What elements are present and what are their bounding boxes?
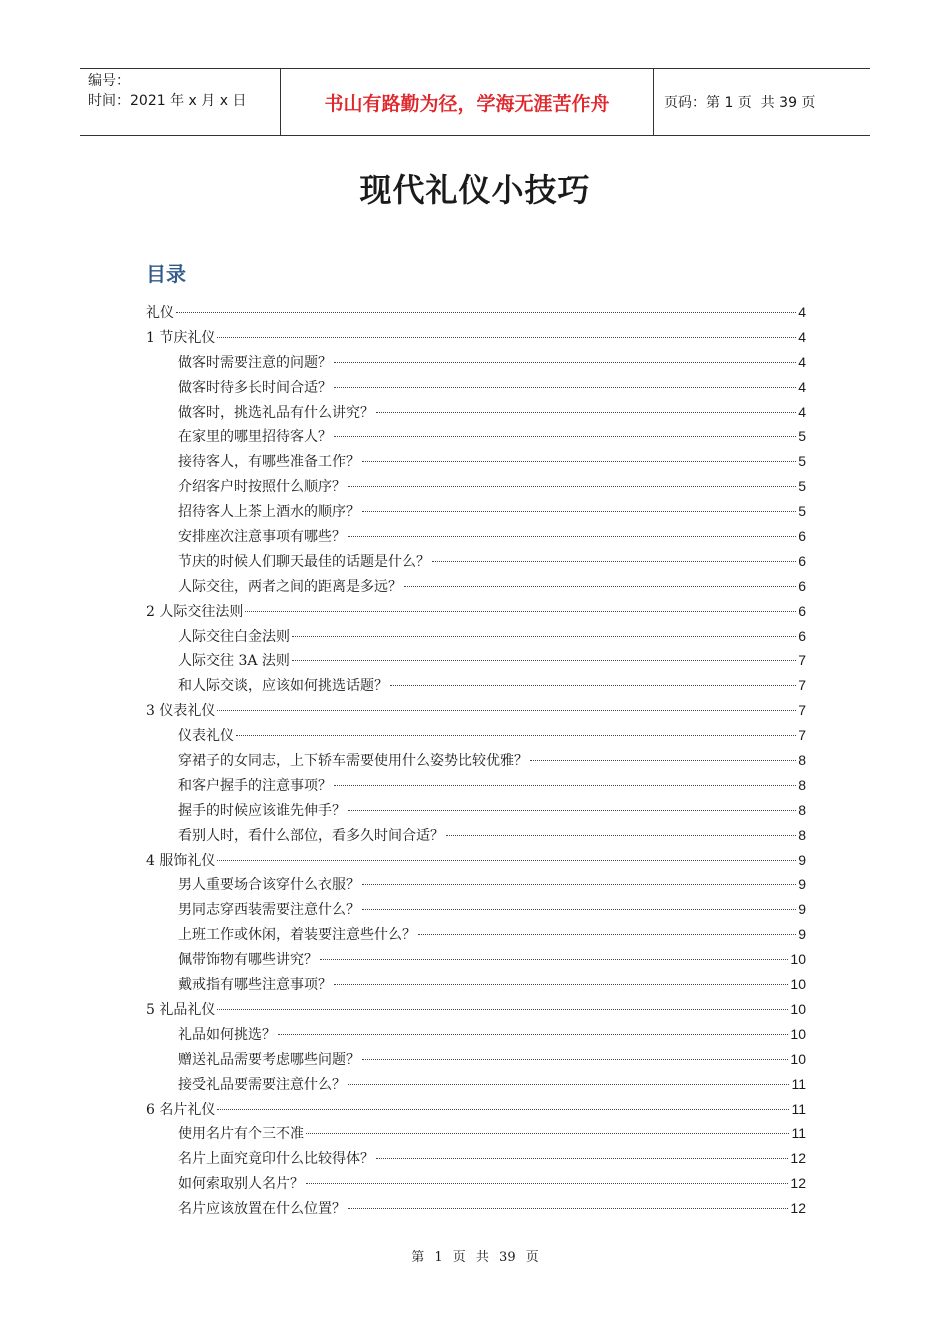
toc-dot-leader [362,909,796,910]
toc-dot-leader [362,1059,788,1060]
toc-entry-text: 名片上面究竟印什么比较得体？ [178,1151,374,1168]
toc-dot-leader [334,362,796,363]
toc-entry-text: 介绍客户时按照什么顺序？ [178,479,346,496]
toc-dot-leader [446,835,796,836]
toc-page-number: 12 [790,1200,806,1217]
toc-entry-text: 接待客人，有哪些准备工作？ [178,454,360,471]
toc-subsection-entry[interactable] [146,1022,806,1047]
toc-page-number: 12 [790,1175,806,1192]
toc-entry-text: 人际交往 3A 法则 [178,653,290,670]
toc-subsection-entry[interactable] [146,624,806,649]
toc-dot-leader [334,984,788,985]
serial-label: 编号： [88,73,130,89]
toc-dot-leader [418,934,796,935]
toc-page-number: 7 [798,677,806,694]
toc-entry-text: 3 仪表礼仪 [146,703,216,720]
toc-entry-text: 安排座次注意事项有哪些？ [178,529,346,546]
toc-page-number: 6 [798,528,806,545]
toc-dot-leader [292,660,796,661]
toc-entry-text: 4 服饰礼仪 [146,852,216,869]
document-title: 现代礼仪小技巧 [359,171,591,209]
toc-dot-leader [306,1133,789,1134]
toc-section-entry[interactable] [146,1097,806,1122]
toc-entry-text: 和人际交谈，应该如何挑选话题？ [178,678,388,695]
toc-dot-leader [348,1208,788,1209]
toc-entry-text: 6 名片礼仪 [146,1101,216,1118]
toc-page-number: 8 [798,801,806,818]
page-info-text: 页码：第 1 页 共 39 页 [664,95,816,111]
toc-subsection-entry[interactable] [146,972,806,997]
toc-entry-text: 穿裙子的女同志，上下轿车需要使用什么姿势比较优雅？ [178,753,528,770]
toc-entry-text: 人际交往白金法则 [178,628,290,645]
toc-dot-leader [217,1009,788,1010]
toc-subsection-entry[interactable] [146,1171,806,1196]
toc-subsection-entry[interactable] [146,1146,806,1171]
toc-subsection-entry[interactable] [146,823,806,848]
toc-dot-leader [348,1084,789,1085]
header-meta [80,69,281,135]
toc-subsection-entry[interactable] [146,574,806,599]
toc-dot-leader [217,1109,789,1110]
toc-entry-text: 握手的时候应该谁先伸手？ [178,802,346,819]
toc-entry-text: 节庆的时候人们聊天最佳的话题是什么？ [178,553,430,570]
toc-dot-leader [362,884,796,885]
toc-subsection-entry[interactable] [146,773,806,798]
toc-entry-text: 看别人时，看什么部位，看多久时间合适？ [178,827,444,844]
toc-subsection-entry[interactable] [146,922,806,947]
toc-entry-text: 戴戒指有哪些注意事项？ [178,977,332,994]
toc-dot-leader [217,860,796,861]
toc-section-entry[interactable] [146,325,806,350]
toc-page-number: 4 [798,353,806,370]
toc-page-number: 8 [798,826,806,843]
toc-page-number: 10 [790,1000,806,1017]
toc-entry-text: 人际交往，两者之间的距离是多远？ [178,578,402,595]
toc-page-number: 6 [798,552,806,569]
toc-page-number: 10 [790,1025,806,1042]
toc-entry-text: 在家里的哪里招待客人？ [178,429,332,446]
toc-dot-leader [236,735,796,736]
toc-entry-text: 礼仪 [146,305,174,321]
toc-dot-leader [348,536,796,537]
toc-entry-text: 1 节庆礼仪 [146,329,216,346]
toc-subsection-entry[interactable] [146,897,806,922]
toc-entry-text: 佩带饰物有哪些讲究？ [178,952,318,969]
toc-page-number: 6 [798,602,806,619]
toc-entry-text: 做客时需要注意的问题？ [178,354,332,371]
toc-dot-leader [278,1034,788,1035]
toc-subsection-entry[interactable] [146,350,806,375]
toc-entry-text: 男人重要场合该穿什么衣服？ [178,877,360,894]
toc-page-number: 6 [798,577,806,594]
toc-page-number: 11 [791,1100,806,1117]
toc-dot-leader [217,710,796,711]
toc-subsection-entry[interactable] [146,499,806,524]
toc-page-number: 7 [798,727,806,744]
toc-dot-leader [334,785,796,786]
toc-dot-leader [306,1183,788,1184]
toc-subsection-entry[interactable] [146,798,806,823]
table-of-contents [146,300,806,1221]
toc-section-entry[interactable] [146,300,806,325]
toc-subsection-entry[interactable] [146,400,806,425]
toc-dot-leader [217,337,796,338]
toc-dot-leader [348,810,796,811]
toc-subsection-entry[interactable] [146,1072,806,1097]
toc-page-number: 11 [791,1075,806,1092]
toc-dot-leader [176,312,796,313]
toc-page-number: 10 [790,1050,806,1067]
toc-dot-leader [530,760,796,761]
toc-page-number: 7 [798,652,806,669]
toc-dot-leader [334,387,796,388]
toc-subsection-entry[interactable] [146,1047,806,1072]
toc-dot-leader [362,461,796,462]
toc-page-number: 9 [798,876,806,893]
toc-entry-text: 5 礼品礼仪 [146,1001,216,1018]
toc-subsection-entry[interactable] [146,375,806,400]
toc-dot-leader [334,436,796,437]
toc-subsection-entry[interactable] [146,748,806,773]
toc-subsection-entry[interactable] [146,549,806,574]
toc-section-entry[interactable] [146,997,806,1022]
time-label: 时间：2021 年 x 月 x 日 [88,93,247,109]
toc-subsection-entry[interactable] [146,449,806,474]
toc-dot-leader [292,636,796,637]
toc-subsection-entry[interactable] [146,474,806,499]
toc-dot-leader [245,611,796,612]
toc-page-number: 4 [798,304,806,320]
toc-dot-leader [362,511,796,512]
toc-entry-text: 仪表礼仪 [178,728,234,745]
toc-page-number: 9 [798,926,806,943]
toc-entry-text: 名片应该放置在什么位置？ [178,1201,346,1218]
toc-page-number: 8 [798,776,806,793]
toc-page-number: 5 [798,503,806,520]
toc-section-entry[interactable] [146,848,806,873]
toc-page-number: 12 [790,1150,806,1167]
toc-dot-leader [376,1158,788,1159]
toc-subsection-entry[interactable] [146,648,806,673]
toc-section-entry[interactable] [146,698,806,723]
toc-dot-leader [432,561,796,562]
toc-page-number: 4 [798,378,806,395]
toc-page-number: 5 [798,453,806,470]
toc-dot-leader [348,486,796,487]
toc-page-number: 8 [798,752,806,769]
toc-page-number: 7 [798,702,806,719]
toc-subsection-entry[interactable] [146,1196,806,1221]
toc-entry-text: 男同志穿西装需要注意什么？ [178,902,360,919]
header-page-info [654,69,870,135]
toc-section-entry[interactable] [146,599,806,624]
toc-entry-text: 赠送礼品需要考虑哪些问题？ [178,1051,360,1068]
toc-subsection-entry[interactable] [146,1121,806,1146]
toc-page-number: 6 [798,627,806,644]
toc-page-number: 11 [791,1125,806,1142]
toc-heading: 目录 [146,262,186,286]
page-footer: 第 1 页 共 39 页 [411,1250,539,1265]
page-header [80,68,870,136]
toc-dot-leader [376,412,796,413]
toc-entry-text: 2 人际交往法则 [146,603,244,620]
toc-subsection-entry[interactable] [146,524,806,549]
toc-page-number: 4 [798,328,806,345]
toc-subsection-entry[interactable] [146,673,806,698]
toc-page-number: 5 [798,428,806,445]
toc-entry-text: 如何索取别人名片？ [178,1176,304,1193]
toc-dot-leader [404,586,796,587]
toc-subsection-entry[interactable] [146,424,806,449]
toc-entry-text: 招待客人上茶上酒水的顺序？ [178,504,360,521]
toc-entry-text: 上班工作或休闲，着装要注意些什么？ [178,927,416,944]
toc-subsection-entry[interactable] [146,872,806,897]
toc-entry-text: 和客户握手的注意事项？ [178,777,332,794]
toc-subsection-entry[interactable] [146,947,806,972]
toc-page-number: 4 [798,403,806,420]
toc-page-number: 10 [790,976,806,993]
toc-dot-leader [390,685,796,686]
toc-entry-text: 做客时，挑选礼品有什么讲究？ [178,404,374,421]
toc-page-number: 5 [798,478,806,495]
toc-page-number: 9 [798,901,806,918]
toc-entry-text: 做客时待多长时间合适？ [178,379,332,396]
header-motto: 书山有路勤为径，学海无涯苦作舟 [281,69,654,135]
toc-page-number: 10 [790,951,806,968]
toc-entry-text: 礼品如何挑选？ [178,1026,276,1043]
toc-subsection-entry[interactable] [146,723,806,748]
toc-dot-leader [320,959,788,960]
toc-page-number: 9 [798,851,806,868]
toc-entry-text: 接受礼品要需要注意什么？ [178,1076,346,1093]
toc-entry-text: 使用名片有个三不准 [178,1126,304,1143]
